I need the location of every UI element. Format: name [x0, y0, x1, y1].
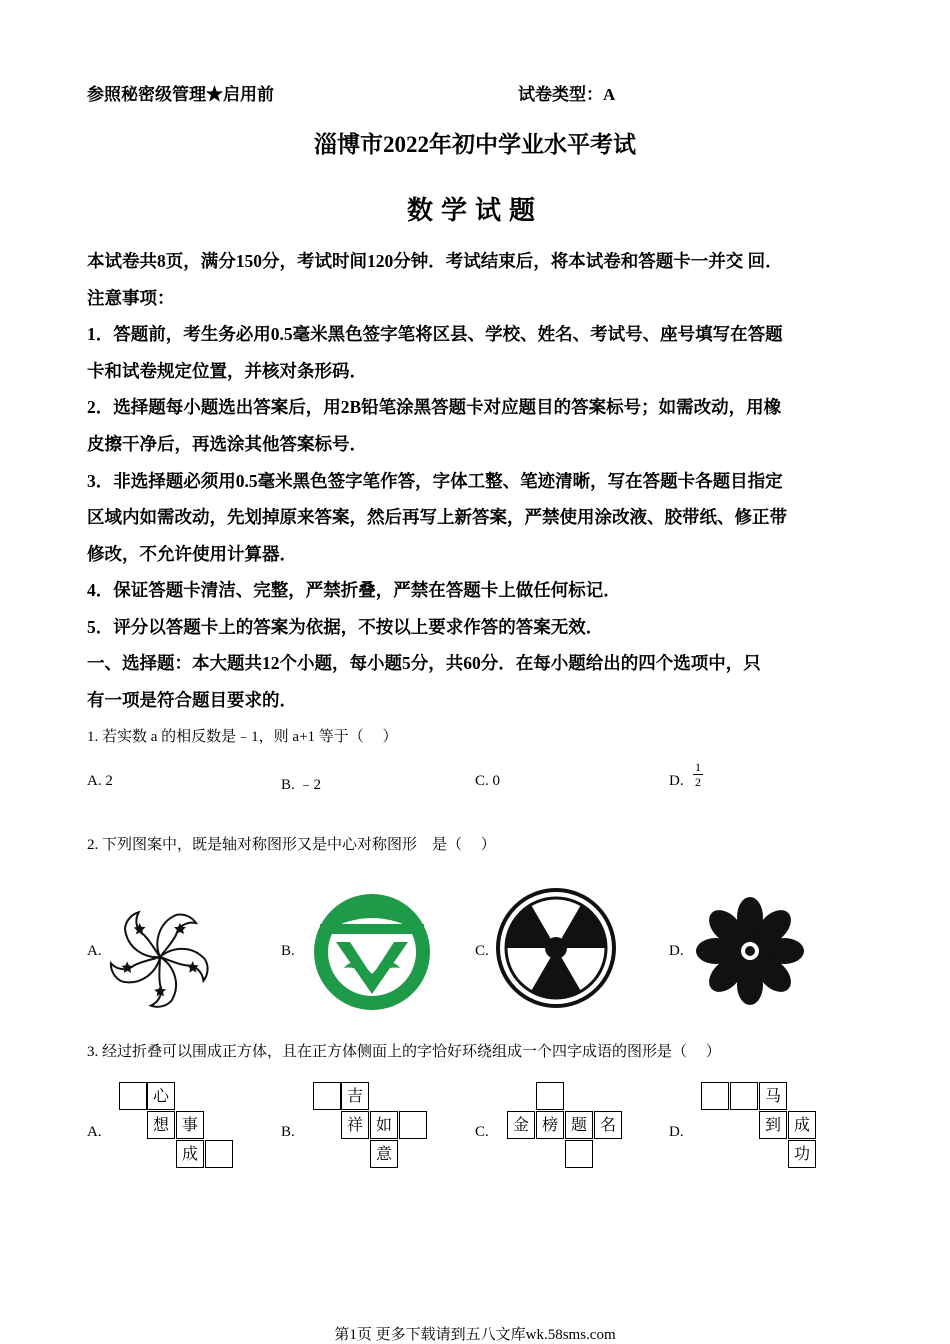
q3-label-b[interactable]: B.: [281, 1124, 295, 1140]
notice-line: 2．选择题每小题选出答案后，用2B铅笔涂黑答题卡对应题目的答案标号；如需改动，用橡: [87, 397, 782, 417]
secret-level-label: 参照秘密级管理★启用前: [87, 85, 274, 104]
q3-label-a[interactable]: A.: [87, 1124, 102, 1140]
q2-label-b[interactable]: B.: [281, 943, 295, 959]
page-footer: 第1页 更多下载请到五八文库wk.58sms.com: [334, 1327, 616, 1343]
fraction-numerator: 1: [695, 760, 701, 774]
net-cell: [205, 1140, 233, 1168]
notice-line: 卡和试卷规定位置，并核对条形码．: [87, 361, 367, 381]
net-cell: 题: [565, 1111, 593, 1139]
net-cell: [313, 1082, 341, 1110]
notice-line: 区域内如需改动，先划掉原来答案，然后再写上新答案，严禁使用涂改液、胶带纸、修正带: [87, 507, 787, 527]
net-cell: 祥: [341, 1111, 369, 1139]
net-cell: 榜: [536, 1111, 564, 1139]
net-cell: 想: [147, 1111, 175, 1139]
radiation-symbol-icon: [494, 886, 618, 1010]
net-cell: 马: [759, 1082, 787, 1110]
net-cell: [536, 1082, 564, 1110]
exam-subtitle: 数学试题: [406, 196, 543, 225]
bauhinia-flower-icon: [106, 905, 214, 1009]
question-3-stem: 3. 经过折叠可以围成正方体，且在正方体侧面上的字恰好环绕组成一个四字成语的图形是（ ）: [87, 1044, 721, 1060]
notice-line: 1．答题前，考生务必用0.5毫米黑色签字笔将区县、学校、姓名、考试号、座号填写在答题: [87, 324, 783, 344]
net-cell: 功: [788, 1140, 816, 1168]
notice-line: 修改，不允许使用计算器．: [87, 544, 297, 564]
q1-option-c[interactable]: C. 0: [475, 773, 501, 789]
net-cell: [730, 1082, 758, 1110]
net-cell: 名: [594, 1111, 622, 1139]
section-heading: 有一项是符合题目要求的．: [87, 690, 297, 710]
notice-line: 皮擦干净后，再选涂其他答案标号．: [87, 434, 367, 454]
section-heading: 一、选择题：本大题共12个小题，每小题5分，共60分．在每小题给出的四个选项中，只: [87, 653, 761, 673]
fraction-denominator: 2: [695, 775, 701, 789]
notice-line: 3．非选择题必须用0.5毫米黑色签字笔作答，字体工整、笔迹清晰，写在答题卡各题目指定: [87, 471, 783, 491]
net-cell: [701, 1082, 729, 1110]
net-cell: 到: [759, 1111, 787, 1139]
net-cell: 成: [788, 1111, 816, 1139]
notice-line: 4．保证答题卡清洁、完整，严禁折叠，严禁在答题卡上做任何标记．: [87, 580, 621, 600]
net-cell: 吉: [341, 1082, 369, 1110]
q1-option-d[interactable]: D.: [669, 773, 684, 789]
q1-option-b[interactable]: B. ﹣2: [281, 777, 322, 793]
net-cell: [399, 1111, 427, 1139]
exam-title: 淄博市2022年初中学业水平考试: [314, 132, 636, 157]
net-cell: 心: [147, 1082, 175, 1110]
net-cell: [119, 1082, 147, 1110]
net-cell: 成: [176, 1140, 204, 1168]
q2-label-c[interactable]: C.: [475, 943, 489, 959]
q3-label-d[interactable]: D.: [669, 1124, 684, 1140]
chrysanthemum-crest-icon: [694, 895, 806, 1007]
question-2-stem: 2. 下列图案中，既是轴对称图形又是中心对称图形 是（ ）: [87, 837, 496, 853]
q2-label-a[interactable]: A.: [87, 943, 102, 959]
intro-text: 本试卷共8页，满分150分，考试时间120分钟．考试结束后，将本试卷和答题卡一并交 回．: [87, 251, 783, 271]
q3-label-c[interactable]: C.: [475, 1124, 489, 1140]
net-cell: 金: [507, 1111, 535, 1139]
net-cell: 意: [370, 1140, 398, 1168]
net-cell: [565, 1140, 593, 1168]
paper-type-label: 试卷类型：A: [518, 85, 616, 104]
green-food-logo-icon: [310, 890, 434, 1014]
notice-title: 注意事项：: [87, 288, 175, 308]
question-1-stem: 1. 若实数 a 的相反数是﹣1，则 a+1 等于（ ）: [87, 729, 398, 745]
q2-label-d[interactable]: D.: [669, 943, 684, 959]
net-cell: 事: [176, 1111, 204, 1139]
notice-line: 5．评分以答题卡上的答案为依据，不按以上要求作答的答案无效．: [87, 617, 604, 637]
net-cell: 如: [370, 1111, 398, 1139]
q1-option-a[interactable]: A. 2: [87, 773, 113, 789]
